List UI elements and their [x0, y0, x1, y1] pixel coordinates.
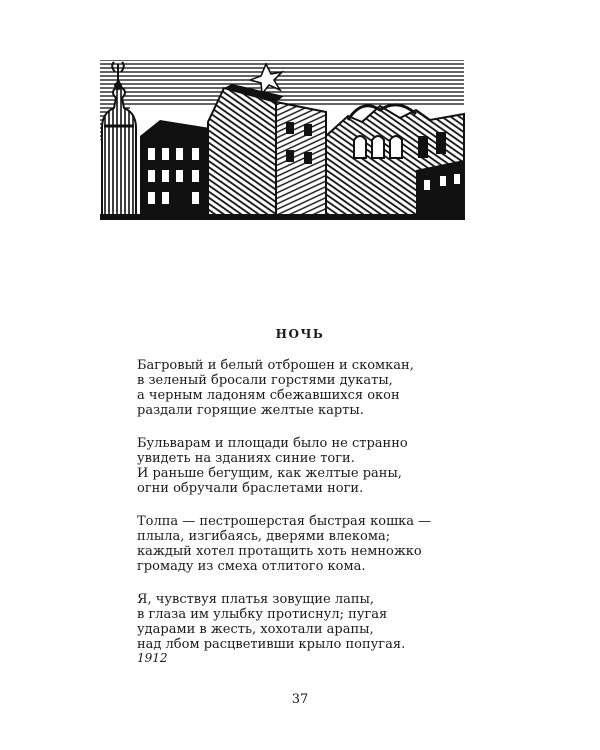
poem-line: громаду из смеха отлитого кома.	[137, 559, 366, 574]
stanza	[137, 358, 467, 418]
poem-line: Бульварам и площади было не странно	[137, 436, 408, 451]
stanza	[137, 592, 467, 652]
poem-line: Я, чувствуя платья зовущие лапы,	[137, 592, 374, 607]
poem-line: раздали горящие желтые карты.	[137, 403, 364, 418]
poem-line: в зеленый бросали горстями дукаты,	[137, 373, 393, 388]
poem-line: в глаза им улыбку протиснул; пугая	[137, 607, 388, 622]
poem-body	[137, 358, 467, 670]
poem-line: каждый хотел протащить хоть немножко	[137, 544, 422, 559]
poem-line: И раньше бегущим, как желтые раны,	[137, 466, 402, 481]
poem-line: а черным ладоням сбежавшихся окон	[137, 388, 400, 403]
page-number: 37	[291, 692, 309, 707]
poem-line: ударами в жесть, хохотали арапы,	[137, 622, 374, 637]
poem-line: Багровый и белый отброшен и скомкан,	[137, 358, 414, 373]
poem-line: увидеть на зданиях синие тоги.	[137, 451, 355, 466]
poem-title: НОЧЬ	[275, 327, 325, 341]
city-night-woodcut-icon	[100, 58, 465, 220]
stanza	[137, 514, 467, 574]
poem-line: Толпа — пестрошерстая быстрая кошка —	[137, 514, 432, 529]
poem-year: 1912	[137, 651, 168, 665]
stanza	[137, 436, 467, 496]
poem-line: плыла, изгибаясь, дверями влекома;	[137, 529, 391, 544]
poem-line: огни обручали браслетами ноги.	[137, 481, 364, 496]
poem-line: над лбом расцветивши крыло попугая.	[137, 637, 406, 652]
